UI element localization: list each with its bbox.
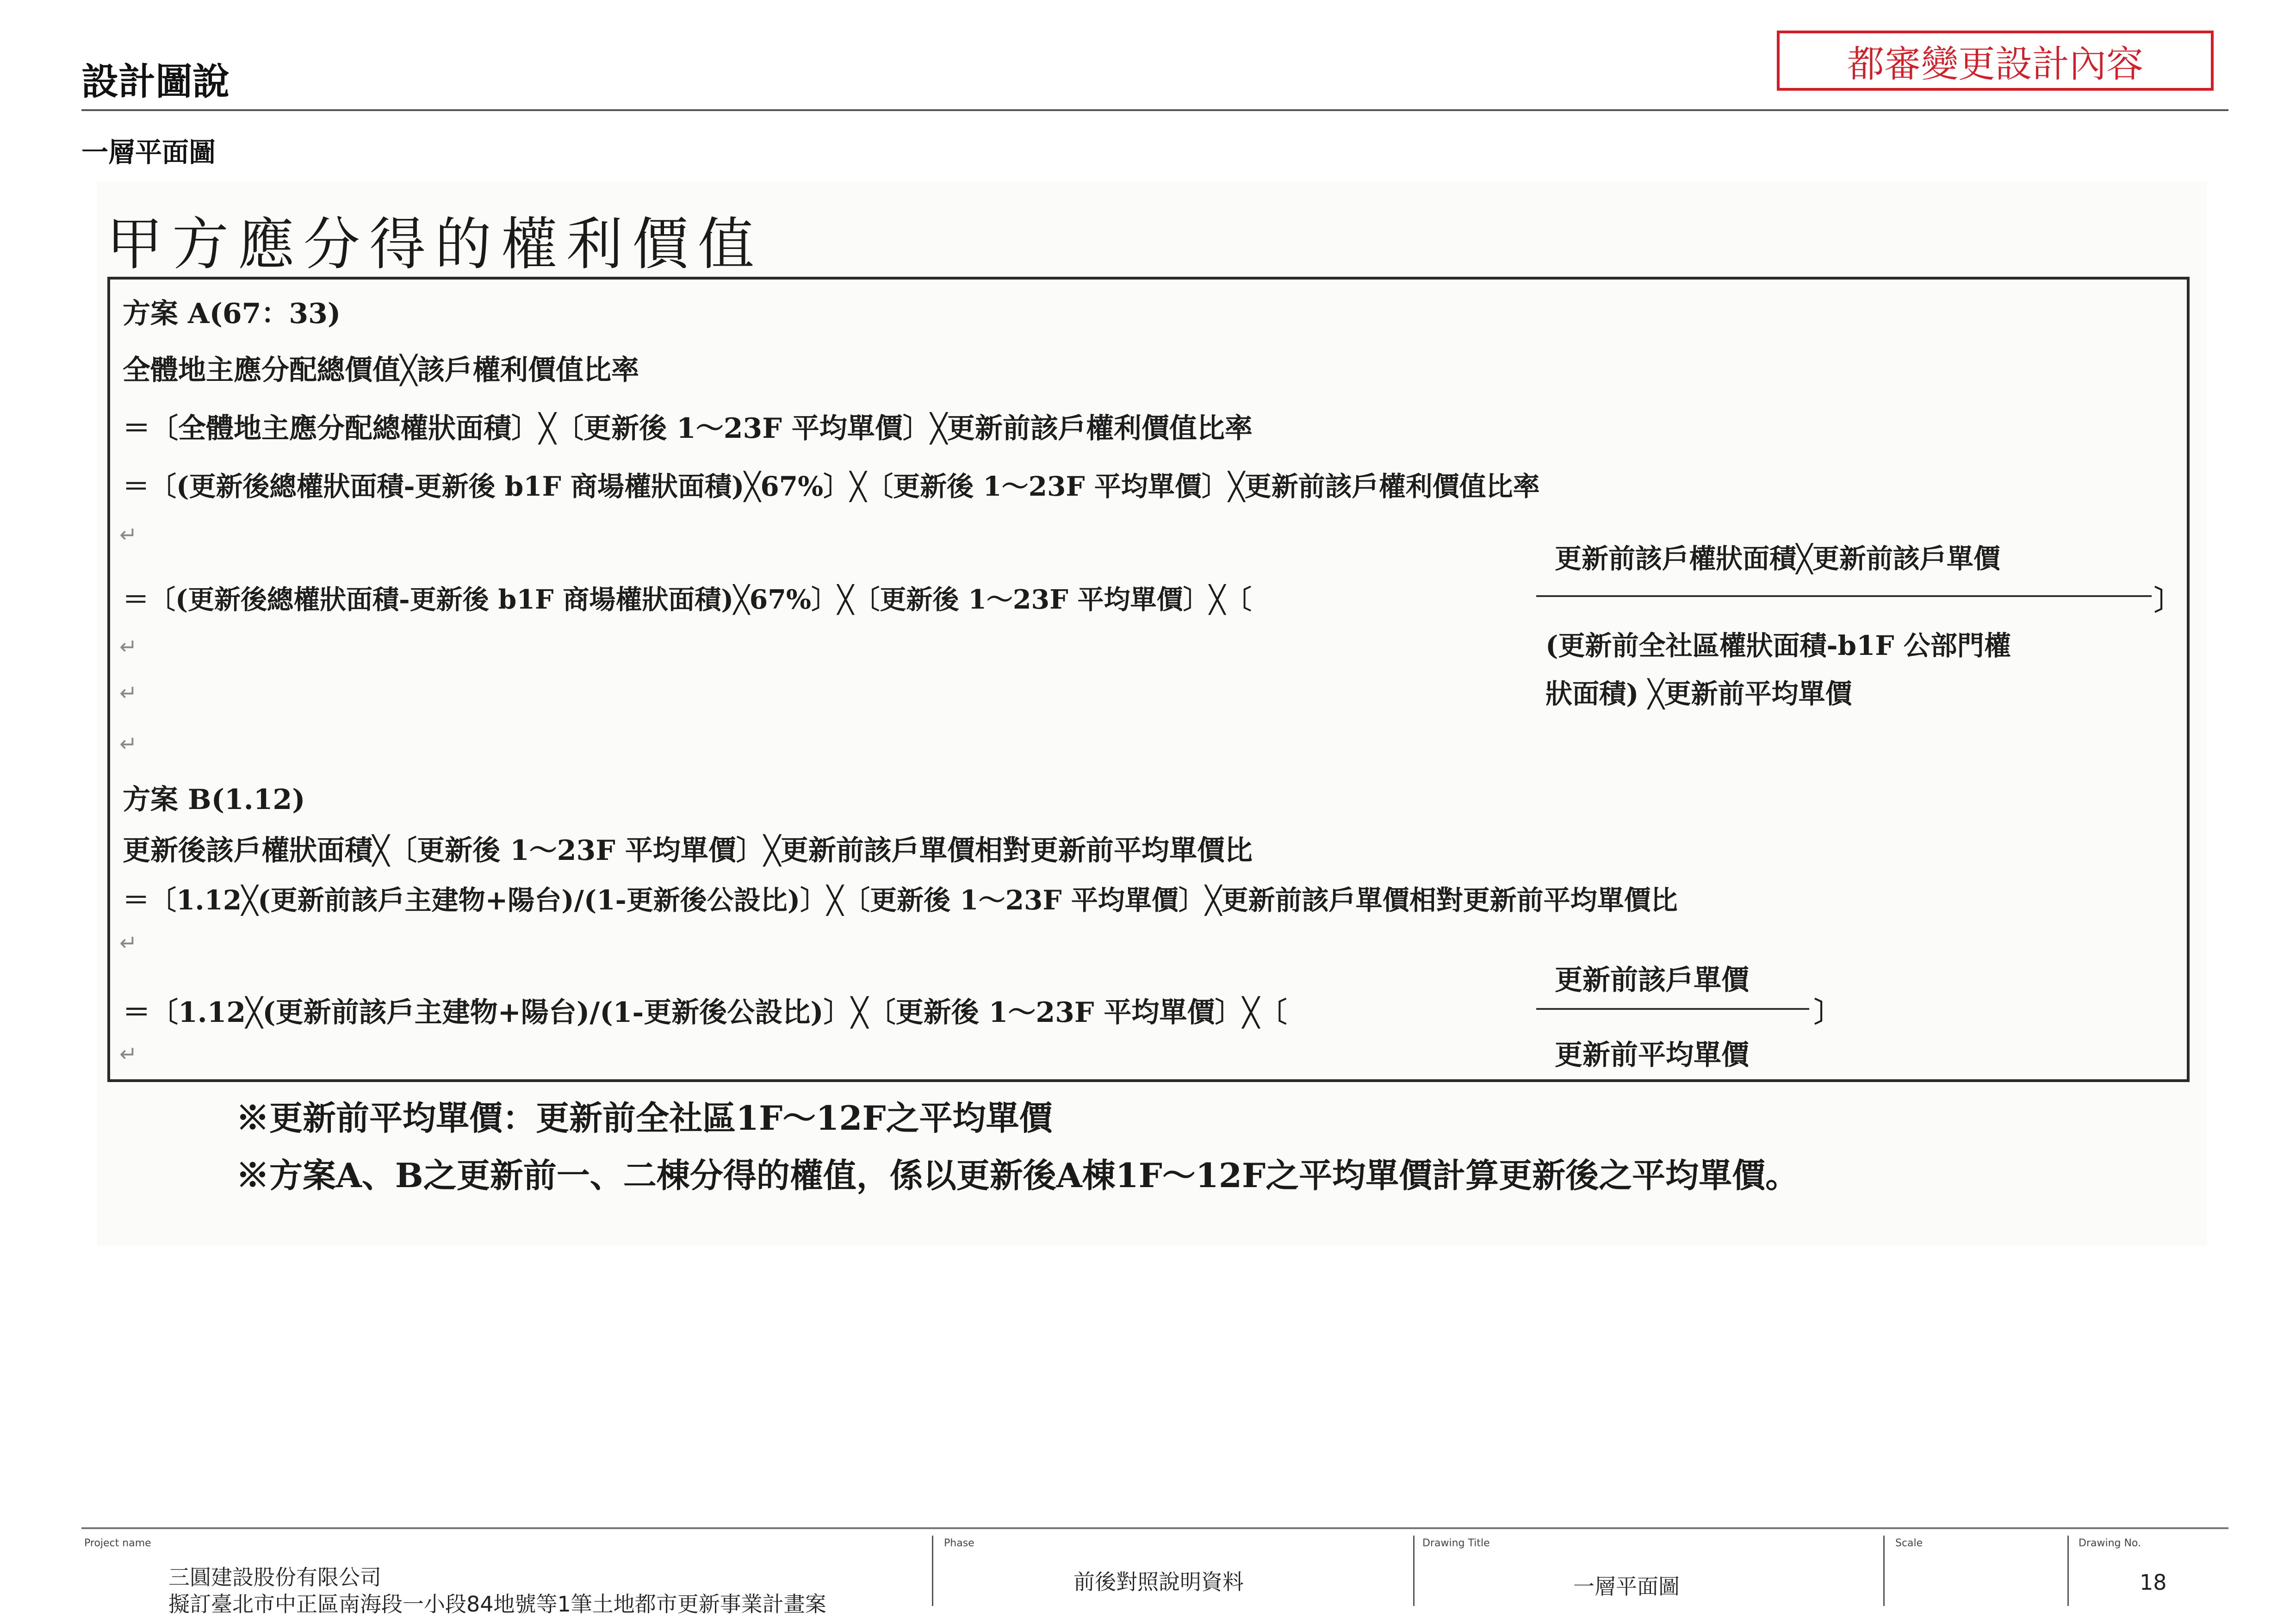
plan-b-line-3: ＝〔1.12╳(更新前該戶主建物+陽台)/(1-更新後公設比)〕╳〔更新後 1～23F 平均單價〕╳〔 <box>123 996 1287 1029</box>
phase-label: Phase <box>944 1537 974 1549</box>
footer-separator <box>2067 1536 2069 1606</box>
plan-a-line-1: 全體地主應分配總價值╳該戶權利價值比率 <box>123 354 639 386</box>
plan-a-fraction-denominator-1: (更新前全社區權狀面積-b1F 公部門權 <box>1545 630 2011 661</box>
return-mark: ↵ <box>119 930 137 955</box>
phase-value: 前後對照說明資料 <box>1074 1569 1244 1594</box>
footer-separator <box>1883 1536 1885 1606</box>
plan-a-heading: 方案 A(67：33) <box>123 298 341 330</box>
plan-b-fraction-bar <box>1536 1008 1809 1010</box>
plan-b-close-bracket: 〕 <box>1814 996 1842 1029</box>
footer-separator <box>932 1536 933 1606</box>
drawing-no-label: Drawing No. <box>2079 1537 2141 1549</box>
plan-b-fraction-numerator: 更新前該戶單價 <box>1555 964 1749 996</box>
plan-b-line-1: 更新後該戶權狀面積╳〔更新後 1～23F 平均單價〕╳更新前該戶單價相對更新前平均單價比 <box>123 834 1253 867</box>
return-mark: ↵ <box>119 680 137 705</box>
plan-b-heading: 方案 B(1.12) <box>123 784 305 816</box>
scale-label: Scale <box>1895 1537 1923 1549</box>
drawing-title-label: Drawing Title <box>1422 1537 1490 1549</box>
document-title: 甲方應分得的權利價值 <box>106 212 763 277</box>
return-mark: ↵ <box>119 731 137 756</box>
plan-a-line-4: ＝〔(更新後總權狀面積-更新後 b1F 商場權狀面積)╳67%〕╳〔更新後 1～23F 平均單價〕╳〔 <box>123 584 1252 615</box>
project-name-label: Project name <box>84 1537 151 1549</box>
footer-separator <box>1413 1536 1415 1606</box>
formula-box <box>107 277 2190 1082</box>
footer-divider <box>81 1527 2228 1529</box>
plan-a-fraction-bar <box>1536 595 2152 597</box>
plan-a-fraction-denominator-2: 狀面積) ╳更新前平均單價 <box>1545 678 1852 709</box>
return-mark: ↵ <box>119 1041 137 1066</box>
revision-badge: 都審變更設計內容 <box>1777 31 2214 91</box>
project-name: 擬訂臺北市中正區南海段一小段84地號等1筆土地都市更新事業計畫案 <box>168 1592 826 1617</box>
plan-a-close-bracket: 〕 <box>2154 585 2182 617</box>
plan-b-line-2: ＝〔1.12╳(更新前該戶主建物+陽台)/(1-更新後公設比)〕╳〔更新後 1～23F 平均單價〕╳更新前該戶單價相對更新前平均單價比 <box>123 884 1678 916</box>
plan-a-line-2: ＝〔全體地主應分配總權狀面積〕╳〔更新後 1～23F 平均單價〕╳更新前該戶權利價值比率 <box>123 412 1253 445</box>
return-mark: ↵ <box>119 522 137 547</box>
return-mark: ↵ <box>119 634 137 659</box>
header-divider <box>81 109 2228 111</box>
note-1: ※更新前平均單價：更新前全社區1F～12F之平均單價 <box>236 1098 1053 1138</box>
drawing-subtitle: 一層平面圖 <box>81 137 216 168</box>
plan-a-line-3: ＝〔(更新後總權狀面積-更新後 b1F 商場權狀面積)╳67%〕╳〔更新後 1～23F 平均單價〕╳更新前該戶權利價值比率 <box>123 471 1540 502</box>
plan-b-fraction-denominator: 更新前平均單價 <box>1555 1039 1749 1071</box>
plan-a-fraction-numerator: 更新前該戶權狀面積╳更新前該戶單價 <box>1555 543 2000 574</box>
project-company: 三圓建設股份有限公司 <box>168 1565 381 1590</box>
note-2: ※方案A、B之更新前一、二棟分得的權值，係以更新後A棟1F～12F之平均單價計算更新後之平均單價。 <box>236 1156 1799 1195</box>
drawing-no-value: 18 <box>2140 1570 2167 1595</box>
page-title: 設計圖說 <box>81 60 230 103</box>
drawing-title-value: 一層平面圖 <box>1573 1574 1680 1599</box>
